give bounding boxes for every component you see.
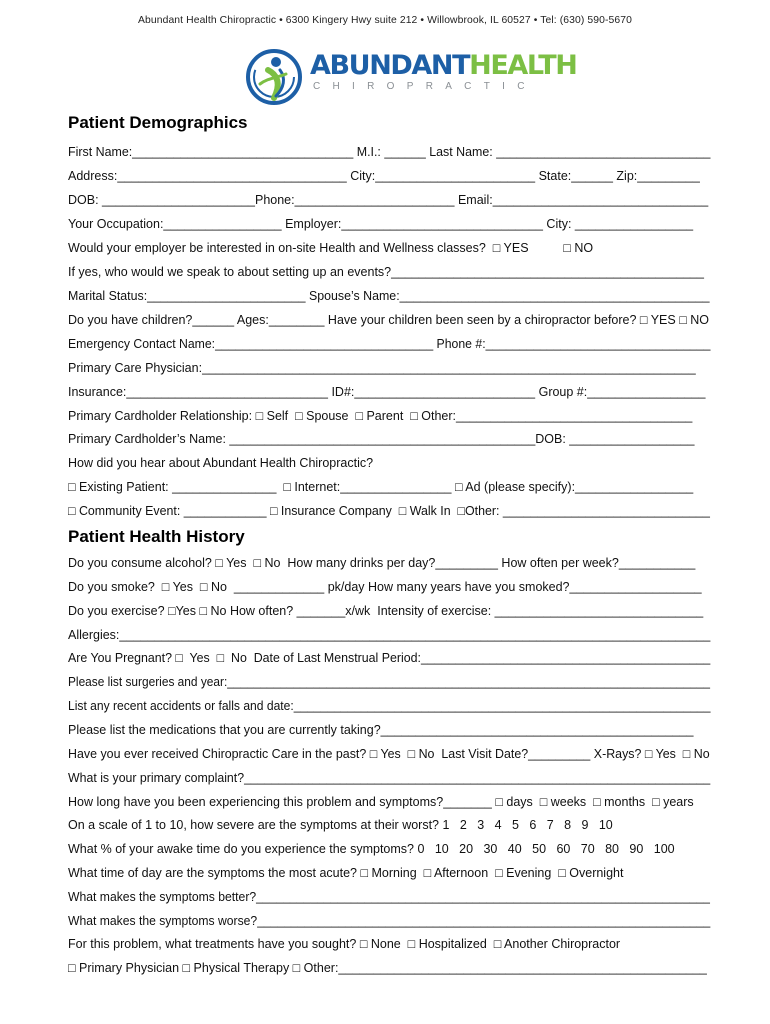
- form-line[interactable]: Do you exercise? □Yes □ No How often? _______x/wk Intensity of exercise: ______________________________: [68, 604, 704, 618]
- logo-wordmark: ABUNDANTHEALTH: [310, 50, 577, 81]
- form-line[interactable]: Have you ever received Chiropractic Care in the past? □ Yes □ No Last Visit Date?_________ X-Rays? □ Yes □ No: [68, 747, 710, 761]
- history-title: Patient Health History: [68, 527, 245, 546]
- form-line[interactable]: Would your employer be interested in on-site Health and Wellness classes? □ YES □ NO: [68, 241, 594, 255]
- form-question: How did you hear about Abundant Health Chiropractic?: [68, 456, 374, 470]
- form-line[interactable]: Do you consume alcohol? □ Yes □ No How many drinks per day?_________ How often per week?___________: [68, 556, 696, 570]
- form-line[interactable]: Your Occupation:_________________ Employer:_____________________________ City: _________________: [68, 217, 694, 231]
- form-line[interactable]: DOB: ______________________Phone:_______________________ Email:_______________________________: [68, 193, 709, 207]
- logo-subtitle: CHIROPRACTIC: [313, 81, 537, 92]
- practice-address-header: Abundant Health Chiropractic • 6300 Kingery Hwy suite 212 • Willowbrook, IL 60527 • Tel: (630) 590-5670: [137, 14, 633, 26]
- form-line[interactable]: What makes the symptoms worse?___________________________________________________________________: [68, 914, 711, 928]
- form-line[interactable]: Insurance:_____________________________ ID#:__________________________ Group #:_________________: [68, 385, 706, 399]
- form-line[interactable]: Emergency Contact Name:________________________________ Phone #:_________________________________: [68, 337, 711, 351]
- form-line[interactable]: First Name:________________________________ M.I.: ______ Last Name: _______________________________: [68, 145, 711, 159]
- form-line[interactable]: Do you have children?______ Ages:________ Have your children been seen by a chiropractor before? □ YES □ NO: [68, 313, 709, 327]
- logo-emblem-icon: [246, 48, 304, 106]
- form-line[interactable]: Please list the medications that you are currently taking?_____________________________________________: [68, 723, 694, 737]
- form-line[interactable]: Primary Cardholder’s Name: ____________________________________________DOB: __________________: [68, 432, 695, 446]
- form-line[interactable]: Primary Cardholder Relationship: □ Self □ Spouse □ Parent □ Other:__________________________________: [68, 409, 693, 423]
- form-line[interactable]: Marital Status:_______________________ Spouse’s Name:_____________________________________________: [68, 289, 710, 303]
- form-line[interactable]: □ Existing Patient: _______________ □ Internet:________________ □ Ad (please specify):_________________: [68, 480, 694, 494]
- form-line[interactable]: Please list surgeries and year:_________________________________________________________________________: [68, 675, 710, 689]
- form-line[interactable]: List any recent accidents or falls and date:______________________________________________________________: [68, 699, 711, 713]
- form-line[interactable]: □ Primary Physician □ Physical Therapy □ Other:_____________________________________________________: [68, 961, 707, 975]
- demographics-title: Patient Demographics: [68, 113, 248, 132]
- form-line[interactable]: What % of your awake time do you experience the symptoms? 0 10 20 30 40 50 60 70 80 90 100: [68, 842, 675, 856]
- practice-logo: [246, 48, 577, 104]
- form-line[interactable]: On a scale of 1 to 10, how severe are the symptoms at their worst? 1 2 3 4 5 6 7 8 9 10: [68, 818, 613, 832]
- form-line[interactable]: Primary Care Physician:_______________________________________________________________________: [68, 361, 696, 375]
- form-line[interactable]: Do you smoke? □ Yes □ No _____________ pk/day How many years have you smoked?___________________: [68, 580, 702, 594]
- form-line[interactable]: What is your primary complaint?____________________________________________________________________: [68, 771, 711, 785]
- form-line[interactable]: □ Community Event: ____________ □ Insurance Company □ Walk In □Other: ______________________________: [68, 504, 710, 518]
- form-line[interactable]: Address:_________________________________ City:_______________________ State:______ Zip:_________: [68, 169, 700, 183]
- form-line[interactable]: For this problem, what treatments have you sought? □ None □ Hospitalized □ Another Chiropractor: [68, 937, 621, 951]
- form-line[interactable]: Allergies:_____________________________________________________________________________________: [68, 628, 711, 642]
- form-line[interactable]: How long have you been experiencing this problem and symptoms?_______ □ days □ weeks □ months □ years: [68, 795, 694, 809]
- form-line[interactable]: If yes, who would we speak to about setting up an events?_____________________________________________: [68, 265, 704, 279]
- form-line[interactable]: Are You Pregnant? □ Yes □ No Date of Last Menstrual Period:__________________________________________: [68, 651, 711, 665]
- form-line[interactable]: What time of day are the symptoms the most acute? □ Morning □ Afternoon □ Evening □ Overnight: [68, 866, 624, 880]
- form-line[interactable]: What makes the symptoms better?___________________________________________________________________: [68, 890, 710, 904]
